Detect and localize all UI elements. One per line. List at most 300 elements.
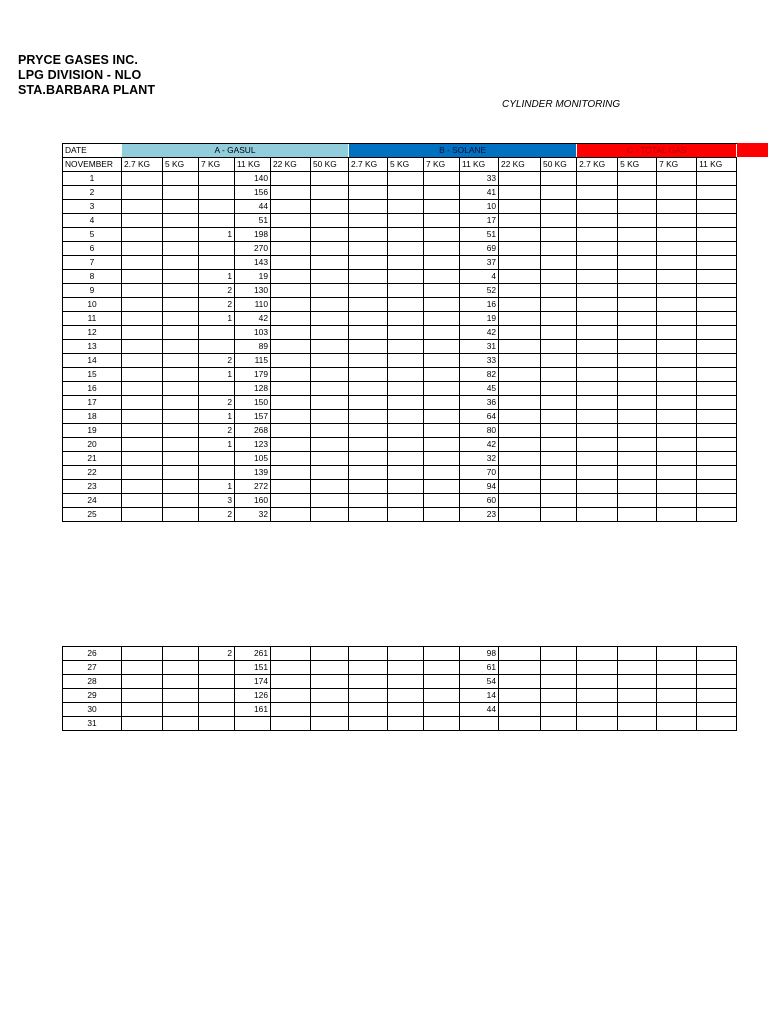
- empty-cell[interactable]: [657, 647, 697, 661]
- empty-cell[interactable]: [499, 298, 541, 312]
- empty-cell[interactable]: [657, 200, 697, 214]
- empty-cell[interactable]: [311, 186, 349, 200]
- empty-cell[interactable]: [311, 354, 349, 368]
- empty-cell[interactable]: [424, 382, 460, 396]
- empty-cell[interactable]: [541, 396, 577, 410]
- empty-cell[interactable]: [388, 382, 424, 396]
- empty-cell[interactable]: [577, 396, 618, 410]
- empty-cell[interactable]: [618, 312, 657, 326]
- solane-11kg-cell[interactable]: 32: [460, 452, 499, 466]
- empty-cell[interactable]: [271, 466, 311, 480]
- empty-cell[interactable]: [424, 438, 460, 452]
- solane-11kg-cell[interactable]: 60: [460, 494, 499, 508]
- gasul-7kg-cell[interactable]: [199, 703, 235, 717]
- empty-cell[interactable]: [388, 466, 424, 480]
- solane-11kg-cell[interactable]: 98: [460, 647, 499, 661]
- solane-11kg-cell[interactable]: 44: [460, 703, 499, 717]
- empty-cell[interactable]: [541, 186, 577, 200]
- empty-cell[interactable]: [349, 340, 388, 354]
- group-total-gas[interactable]: C - TOTAL GAS: [577, 144, 737, 158]
- day-cell[interactable]: 22: [63, 466, 122, 480]
- empty-cell[interactable]: [499, 438, 541, 452]
- empty-cell[interactable]: [697, 298, 737, 312]
- empty-cell[interactable]: [349, 214, 388, 228]
- empty-cell[interactable]: [499, 284, 541, 298]
- empty-cell[interactable]: [271, 270, 311, 284]
- empty-cell[interactable]: [122, 368, 163, 382]
- solane-11kg-cell[interactable]: 23: [460, 508, 499, 522]
- empty-cell[interactable]: [271, 172, 311, 186]
- solane-11kg-cell[interactable]: 80: [460, 424, 499, 438]
- empty-cell[interactable]: [271, 675, 311, 689]
- empty-cell[interactable]: [577, 382, 618, 396]
- empty-cell[interactable]: [349, 438, 388, 452]
- empty-cell[interactable]: [657, 396, 697, 410]
- gasul-7kg-cell[interactable]: [199, 172, 235, 186]
- empty-cell[interactable]: [271, 494, 311, 508]
- empty-cell[interactable]: [541, 228, 577, 242]
- empty-cell[interactable]: [697, 647, 737, 661]
- solane-11kg-cell[interactable]: 4: [460, 270, 499, 284]
- solane-11kg-cell[interactable]: 17: [460, 214, 499, 228]
- empty-cell[interactable]: [271, 242, 311, 256]
- empty-cell[interactable]: [541, 326, 577, 340]
- empty-cell[interactable]: [163, 396, 199, 410]
- empty-cell[interactable]: [618, 689, 657, 703]
- empty-cell[interactable]: [657, 186, 697, 200]
- empty-cell[interactable]: [163, 242, 199, 256]
- empty-cell[interactable]: [311, 480, 349, 494]
- empty-cell[interactable]: [657, 270, 697, 284]
- day-cell[interactable]: 12: [63, 326, 122, 340]
- empty-cell[interactable]: [697, 410, 737, 424]
- empty-cell[interactable]: [577, 284, 618, 298]
- gasul-7kg-cell[interactable]: [199, 466, 235, 480]
- empty-cell[interactable]: [424, 340, 460, 354]
- empty-cell[interactable]: [311, 270, 349, 284]
- empty-cell[interactable]: [311, 172, 349, 186]
- size-header[interactable]: 5 KG: [388, 158, 424, 172]
- empty-cell[interactable]: [349, 312, 388, 326]
- empty-cell[interactable]: [349, 284, 388, 298]
- solane-11kg-cell[interactable]: 52: [460, 284, 499, 298]
- gasul-11kg-cell[interactable]: 89: [235, 340, 271, 354]
- empty-cell[interactable]: [577, 270, 618, 284]
- day-cell[interactable]: 3: [63, 200, 122, 214]
- gasul-7kg-cell[interactable]: 1: [199, 368, 235, 382]
- empty-cell[interactable]: [577, 410, 618, 424]
- empty-cell[interactable]: [577, 186, 618, 200]
- empty-cell[interactable]: [311, 312, 349, 326]
- empty-cell[interactable]: [657, 424, 697, 438]
- empty-cell[interactable]: [499, 689, 541, 703]
- empty-cell[interactable]: [122, 172, 163, 186]
- gasul-11kg-cell[interactable]: 261: [235, 647, 271, 661]
- empty-cell[interactable]: [657, 214, 697, 228]
- empty-cell[interactable]: [577, 368, 618, 382]
- empty-cell[interactable]: [163, 228, 199, 242]
- empty-cell[interactable]: [618, 508, 657, 522]
- empty-cell[interactable]: [618, 717, 657, 731]
- empty-cell[interactable]: [424, 312, 460, 326]
- empty-cell[interactable]: [697, 661, 737, 675]
- empty-cell[interactable]: [577, 340, 618, 354]
- empty-cell[interactable]: [577, 354, 618, 368]
- gasul-11kg-cell[interactable]: 272: [235, 480, 271, 494]
- solane-11kg-cell[interactable]: 33: [460, 354, 499, 368]
- empty-cell[interactable]: [618, 410, 657, 424]
- empty-cell[interactable]: [577, 326, 618, 340]
- empty-cell[interactable]: [577, 675, 618, 689]
- empty-cell[interactable]: [424, 228, 460, 242]
- day-cell[interactable]: 10: [63, 298, 122, 312]
- empty-cell[interactable]: [424, 326, 460, 340]
- gasul-11kg-cell[interactable]: 44: [235, 200, 271, 214]
- empty-cell[interactable]: [388, 494, 424, 508]
- empty-cell[interactable]: [271, 382, 311, 396]
- solane-11kg-cell[interactable]: 36: [460, 396, 499, 410]
- day-cell[interactable]: 28: [63, 675, 122, 689]
- empty-cell[interactable]: [697, 703, 737, 717]
- empty-cell[interactable]: [311, 200, 349, 214]
- empty-cell[interactable]: [697, 382, 737, 396]
- empty-cell[interactable]: [349, 661, 388, 675]
- gasul-7kg-cell[interactable]: [199, 326, 235, 340]
- empty-cell[interactable]: [697, 438, 737, 452]
- empty-cell[interactable]: [541, 438, 577, 452]
- empty-cell[interactable]: [349, 200, 388, 214]
- empty-cell[interactable]: [311, 438, 349, 452]
- empty-cell[interactable]: [311, 242, 349, 256]
- empty-cell[interactable]: [349, 256, 388, 270]
- day-cell[interactable]: 1: [63, 172, 122, 186]
- solane-11kg-cell[interactable]: 19: [460, 312, 499, 326]
- empty-cell[interactable]: [388, 340, 424, 354]
- empty-cell[interactable]: [424, 368, 460, 382]
- empty-cell[interactable]: [311, 284, 349, 298]
- empty-cell[interactable]: [424, 396, 460, 410]
- empty-cell[interactable]: [697, 270, 737, 284]
- empty-cell[interactable]: [122, 647, 163, 661]
- empty-cell[interactable]: [311, 382, 349, 396]
- empty-cell[interactable]: [657, 172, 697, 186]
- gasul-11kg-cell[interactable]: 103: [235, 326, 271, 340]
- empty-cell[interactable]: [618, 172, 657, 186]
- empty-cell[interactable]: [122, 508, 163, 522]
- day-cell[interactable]: 23: [63, 480, 122, 494]
- empty-cell[interactable]: [541, 214, 577, 228]
- empty-cell[interactable]: [163, 172, 199, 186]
- empty-cell[interactable]: [657, 466, 697, 480]
- empty-cell[interactable]: [577, 242, 618, 256]
- empty-cell[interactable]: [499, 172, 541, 186]
- day-cell[interactable]: 4: [63, 214, 122, 228]
- empty-cell[interactable]: [271, 410, 311, 424]
- empty-cell[interactable]: [311, 368, 349, 382]
- gasul-11kg-cell[interactable]: 151: [235, 661, 271, 675]
- empty-cell[interactable]: [271, 424, 311, 438]
- empty-cell[interactable]: [122, 703, 163, 717]
- solane-11kg-cell[interactable]: 51: [460, 228, 499, 242]
- empty-cell[interactable]: [163, 284, 199, 298]
- empty-cell[interactable]: [271, 717, 311, 731]
- gasul-11kg-cell[interactable]: 115: [235, 354, 271, 368]
- empty-cell[interactable]: [577, 647, 618, 661]
- empty-cell[interactable]: [541, 368, 577, 382]
- empty-cell[interactable]: [697, 340, 737, 354]
- empty-cell[interactable]: [618, 396, 657, 410]
- date-label[interactable]: DATE: [63, 144, 122, 158]
- empty-cell[interactable]: [388, 172, 424, 186]
- empty-cell[interactable]: [499, 242, 541, 256]
- gasul-7kg-cell[interactable]: 1: [199, 410, 235, 424]
- empty-cell[interactable]: [577, 228, 618, 242]
- gasul-7kg-cell[interactable]: 2: [199, 284, 235, 298]
- empty-cell[interactable]: [349, 703, 388, 717]
- empty-cell[interactable]: [657, 298, 697, 312]
- day-cell[interactable]: 8: [63, 270, 122, 284]
- gasul-11kg-cell[interactable]: 157: [235, 410, 271, 424]
- empty-cell[interactable]: [271, 214, 311, 228]
- empty-cell[interactable]: [349, 326, 388, 340]
- empty-cell[interactable]: [122, 284, 163, 298]
- empty-cell[interactable]: [388, 689, 424, 703]
- empty-cell[interactable]: [271, 284, 311, 298]
- empty-cell[interactable]: [122, 256, 163, 270]
- empty-cell[interactable]: [388, 424, 424, 438]
- empty-cell[interactable]: [499, 186, 541, 200]
- empty-cell[interactable]: [311, 675, 349, 689]
- empty-cell[interactable]: [697, 200, 737, 214]
- empty-cell[interactable]: [163, 354, 199, 368]
- empty-cell[interactable]: [349, 354, 388, 368]
- empty-cell[interactable]: [618, 228, 657, 242]
- empty-cell[interactable]: [541, 354, 577, 368]
- empty-cell[interactable]: [618, 438, 657, 452]
- empty-cell[interactable]: [499, 647, 541, 661]
- day-cell[interactable]: 27: [63, 661, 122, 675]
- empty-cell[interactable]: [163, 326, 199, 340]
- empty-cell[interactable]: [618, 647, 657, 661]
- empty-cell[interactable]: [163, 312, 199, 326]
- day-cell[interactable]: 29: [63, 689, 122, 703]
- empty-cell[interactable]: [163, 452, 199, 466]
- empty-cell[interactable]: [541, 270, 577, 284]
- empty-cell[interactable]: [311, 256, 349, 270]
- solane-11kg-cell[interactable]: 16: [460, 298, 499, 312]
- empty-cell[interactable]: [424, 200, 460, 214]
- day-cell[interactable]: 31: [63, 717, 122, 731]
- empty-cell[interactable]: [499, 312, 541, 326]
- empty-cell[interactable]: [163, 340, 199, 354]
- day-cell[interactable]: 2: [63, 186, 122, 200]
- empty-cell[interactable]: [271, 508, 311, 522]
- solane-11kg-cell[interactable]: 42: [460, 326, 499, 340]
- empty-cell[interactable]: [541, 717, 577, 731]
- empty-cell[interactable]: [577, 661, 618, 675]
- empty-cell[interactable]: [122, 186, 163, 200]
- empty-cell[interactable]: [271, 312, 311, 326]
- size-header[interactable]: 11 KG: [460, 158, 499, 172]
- empty-cell[interactable]: [122, 480, 163, 494]
- empty-cell[interactable]: [163, 424, 199, 438]
- solane-11kg-cell[interactable]: 42: [460, 438, 499, 452]
- empty-cell[interactable]: [349, 382, 388, 396]
- empty-cell[interactable]: [349, 480, 388, 494]
- gasul-7kg-cell[interactable]: 3: [199, 494, 235, 508]
- empty-cell[interactable]: [311, 494, 349, 508]
- empty-cell[interactable]: [577, 717, 618, 731]
- month-label[interactable]: NOVEMBER: [63, 158, 122, 172]
- empty-cell[interactable]: [577, 312, 618, 326]
- empty-cell[interactable]: [577, 298, 618, 312]
- empty-cell[interactable]: [388, 717, 424, 731]
- empty-cell[interactable]: [541, 494, 577, 508]
- gasul-7kg-cell[interactable]: [199, 214, 235, 228]
- gasul-11kg-cell[interactable]: 198: [235, 228, 271, 242]
- empty-cell[interactable]: [349, 647, 388, 661]
- solane-11kg-cell[interactable]: 82: [460, 368, 499, 382]
- group-gasul[interactable]: A - GASUL: [122, 144, 349, 158]
- solane-11kg-cell[interactable]: 54: [460, 675, 499, 689]
- empty-cell[interactable]: [657, 242, 697, 256]
- empty-cell[interactable]: [388, 354, 424, 368]
- empty-cell[interactable]: [618, 368, 657, 382]
- empty-cell[interactable]: [577, 689, 618, 703]
- empty-cell[interactable]: [697, 717, 737, 731]
- empty-cell[interactable]: [424, 214, 460, 228]
- empty-cell[interactable]: [541, 242, 577, 256]
- empty-cell[interactable]: [499, 424, 541, 438]
- empty-cell[interactable]: [122, 452, 163, 466]
- day-cell[interactable]: 16: [63, 382, 122, 396]
- size-header[interactable]: 2.7 KG: [577, 158, 618, 172]
- empty-cell[interactable]: [271, 438, 311, 452]
- empty-cell[interactable]: [271, 354, 311, 368]
- empty-cell[interactable]: [122, 298, 163, 312]
- empty-cell[interactable]: [122, 326, 163, 340]
- empty-cell[interactable]: [122, 438, 163, 452]
- empty-cell[interactable]: [577, 452, 618, 466]
- empty-cell[interactable]: [541, 284, 577, 298]
- empty-cell[interactable]: [657, 717, 697, 731]
- empty-cell[interactable]: [311, 452, 349, 466]
- empty-cell[interactable]: [349, 368, 388, 382]
- gasul-11kg-cell[interactable]: 140: [235, 172, 271, 186]
- empty-cell[interactable]: [541, 200, 577, 214]
- empty-cell[interactable]: [271, 340, 311, 354]
- empty-cell[interactable]: [499, 326, 541, 340]
- size-header[interactable]: 5 KG: [618, 158, 657, 172]
- empty-cell[interactable]: [271, 186, 311, 200]
- empty-cell[interactable]: [618, 326, 657, 340]
- day-cell[interactable]: 25: [63, 508, 122, 522]
- day-cell[interactable]: 19: [63, 424, 122, 438]
- gasul-11kg-cell[interactable]: [235, 717, 271, 731]
- empty-cell[interactable]: [541, 172, 577, 186]
- group-solane[interactable]: B - SOLANE: [349, 144, 577, 158]
- gasul-7kg-cell[interactable]: 2: [199, 396, 235, 410]
- empty-cell[interactable]: [424, 703, 460, 717]
- gasul-11kg-cell[interactable]: 160: [235, 494, 271, 508]
- empty-cell[interactable]: [122, 228, 163, 242]
- empty-cell[interactable]: [541, 689, 577, 703]
- empty-cell[interactable]: [541, 661, 577, 675]
- gasul-7kg-cell[interactable]: [199, 382, 235, 396]
- empty-cell[interactable]: [657, 256, 697, 270]
- gasul-7kg-cell[interactable]: 1: [199, 270, 235, 284]
- empty-cell[interactable]: [388, 270, 424, 284]
- empty-cell[interactable]: [541, 466, 577, 480]
- day-cell[interactable]: 13: [63, 340, 122, 354]
- empty-cell[interactable]: [697, 452, 737, 466]
- empty-cell[interactable]: [657, 689, 697, 703]
- gasul-7kg-cell[interactable]: 1: [199, 438, 235, 452]
- day-cell[interactable]: 11: [63, 312, 122, 326]
- empty-cell[interactable]: [163, 382, 199, 396]
- size-header[interactable]: 11 KG: [235, 158, 271, 172]
- gasul-7kg-cell[interactable]: 1: [199, 228, 235, 242]
- solane-11kg-cell[interactable]: 61: [460, 661, 499, 675]
- gasul-11kg-cell[interactable]: 156: [235, 186, 271, 200]
- gasul-7kg-cell[interactable]: [199, 675, 235, 689]
- empty-cell[interactable]: [618, 466, 657, 480]
- empty-cell[interactable]: [424, 284, 460, 298]
- empty-cell[interactable]: [163, 256, 199, 270]
- empty-cell[interactable]: [541, 480, 577, 494]
- empty-cell[interactable]: [163, 647, 199, 661]
- empty-cell[interactable]: [697, 242, 737, 256]
- gasul-11kg-cell[interactable]: 123: [235, 438, 271, 452]
- empty-cell[interactable]: [618, 494, 657, 508]
- empty-cell[interactable]: [163, 689, 199, 703]
- empty-cell[interactable]: [163, 717, 199, 731]
- empty-cell[interactable]: [163, 466, 199, 480]
- gasul-7kg-cell[interactable]: 1: [199, 480, 235, 494]
- empty-cell[interactable]: [618, 200, 657, 214]
- empty-cell[interactable]: [697, 354, 737, 368]
- gasul-7kg-cell[interactable]: 2: [199, 647, 235, 661]
- empty-cell[interactable]: [424, 480, 460, 494]
- gasul-7kg-cell[interactable]: [199, 340, 235, 354]
- size-header[interactable]: 7 KG: [657, 158, 697, 172]
- empty-cell[interactable]: [271, 480, 311, 494]
- day-cell[interactable]: 5: [63, 228, 122, 242]
- empty-cell[interactable]: [499, 270, 541, 284]
- empty-cell[interactable]: [122, 200, 163, 214]
- empty-cell[interactable]: [697, 312, 737, 326]
- empty-cell[interactable]: [499, 340, 541, 354]
- empty-cell[interactable]: [271, 368, 311, 382]
- empty-cell[interactable]: [697, 256, 737, 270]
- empty-cell[interactable]: [618, 214, 657, 228]
- empty-cell[interactable]: [311, 326, 349, 340]
- solane-11kg-cell[interactable]: [460, 717, 499, 731]
- gasul-7kg-cell[interactable]: 2: [199, 354, 235, 368]
- empty-cell[interactable]: [577, 172, 618, 186]
- empty-cell[interactable]: [163, 214, 199, 228]
- empty-cell[interactable]: [618, 452, 657, 466]
- empty-cell[interactable]: [541, 256, 577, 270]
- size-header[interactable]: 22 KG: [499, 158, 541, 172]
- empty-cell[interactable]: [657, 312, 697, 326]
- day-cell[interactable]: 9: [63, 284, 122, 298]
- day-cell[interactable]: 15: [63, 368, 122, 382]
- gasul-7kg-cell[interactable]: 1: [199, 312, 235, 326]
- empty-cell[interactable]: [618, 661, 657, 675]
- empty-cell[interactable]: [618, 256, 657, 270]
- empty-cell[interactable]: [657, 284, 697, 298]
